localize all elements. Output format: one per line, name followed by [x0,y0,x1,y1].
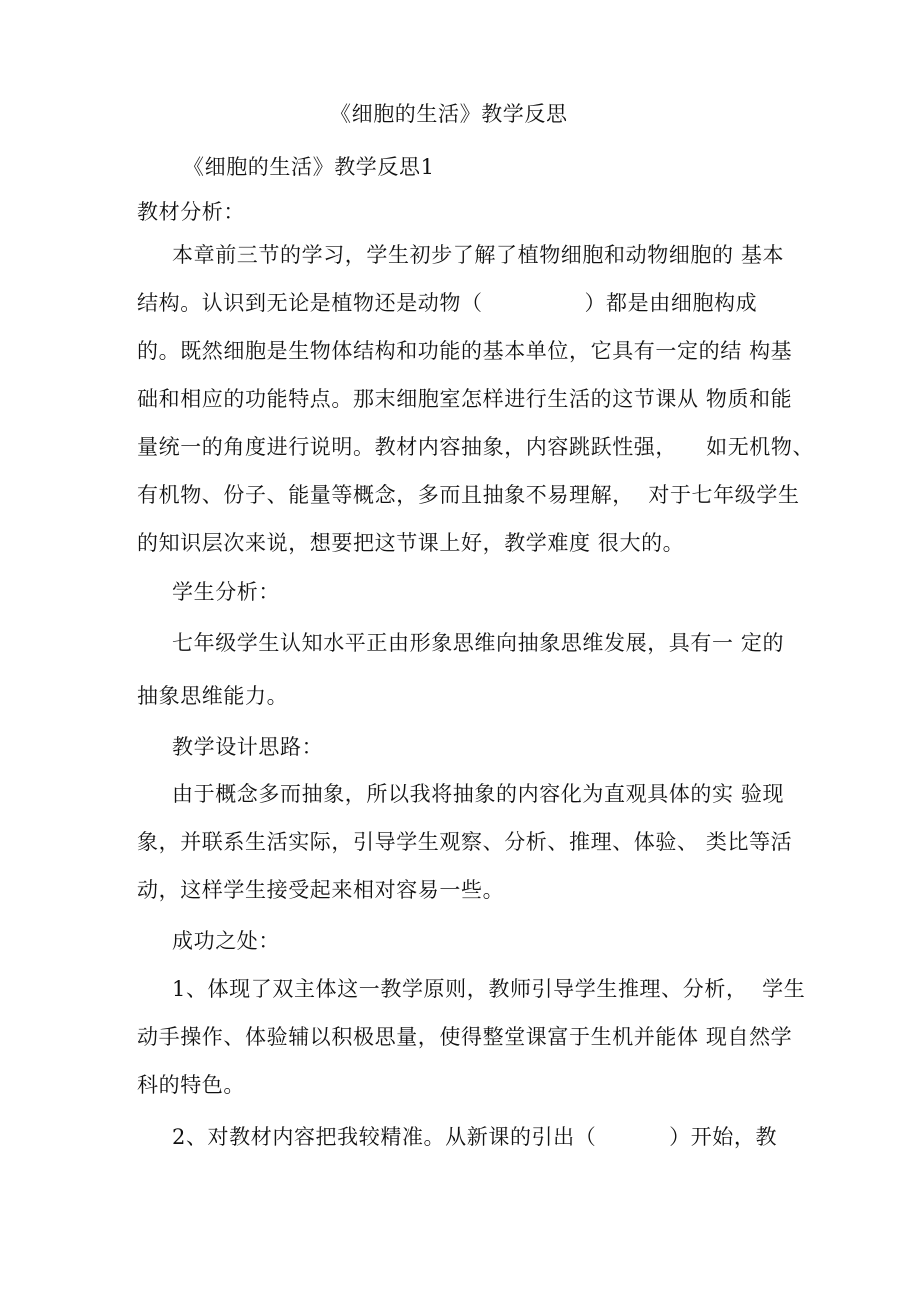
heading-student-analysis: 学生分析： [172,580,280,604]
paragraph-line: 2、对教材内容把我较精准。从新课的引出（ ）开始，教 [172,1125,778,1149]
heading-successes: 成功之处： [172,929,280,953]
paragraph-line: 象，并联系生活实际，引导学生观察、分析、推理、体验、 类比等活 [137,830,793,854]
paragraph-line: 量统一的角度进行说明。教材内容抽象，内容跳跃性强， 如无机物、 [137,435,815,459]
paragraph-line: 科的特色。 [137,1073,245,1097]
heading-textbook-analysis: 教材分析： [137,200,245,224]
paragraph-line: 1、体现了双主体这一教学原则，教师引导学生推理、分析， 学生 [172,977,806,1001]
paragraph-line: 结构。认识到无论是植物还是动物（ ）都是由细胞构成 [137,291,758,315]
paragraph-line: 有机物、份子、能量等概念，多而且抽象不易理解， 对于七年级学生 [137,483,800,507]
paragraph-line: 抽象思维能力。 [137,684,289,708]
paragraph-line: 本章前三节的学习，学生初步了解了植物细胞和动物细胞的 基本 [172,243,785,267]
heading-design-idea: 教学设计思路： [172,735,324,759]
paragraph-line: 由于概念多而抽象，所以我将抽象的内容化为直观具体的实 验现 [172,782,785,806]
paragraph-line: 七年级学生认知水平正由形象思维向抽象思维发展，具有一 定的 [172,631,785,655]
paragraph-line: 础和相应的功能特点。那末细胞室怎样进行生活的这节课从 物质和能 [137,387,793,411]
paragraph-line: 动，这样学生接受起来相对容易一些。 [137,878,505,902]
paragraph-line: 的知识层次来说，想要把这节课上好，教学难度 很大的。 [137,531,685,555]
document-title: 《细胞的生活》教学反思 [330,102,568,126]
paragraph-line: 动手操作、体验辅以积极思量，使得整堂课富于生机并能体 现自然学 [137,1025,793,1049]
paragraph-line: 的。既然细胞是生物体结构和功能的基本单位，它具有一定的结 构基 [137,339,793,363]
document-subtitle: 《细胞的生活》教学反思1 [183,155,435,179]
